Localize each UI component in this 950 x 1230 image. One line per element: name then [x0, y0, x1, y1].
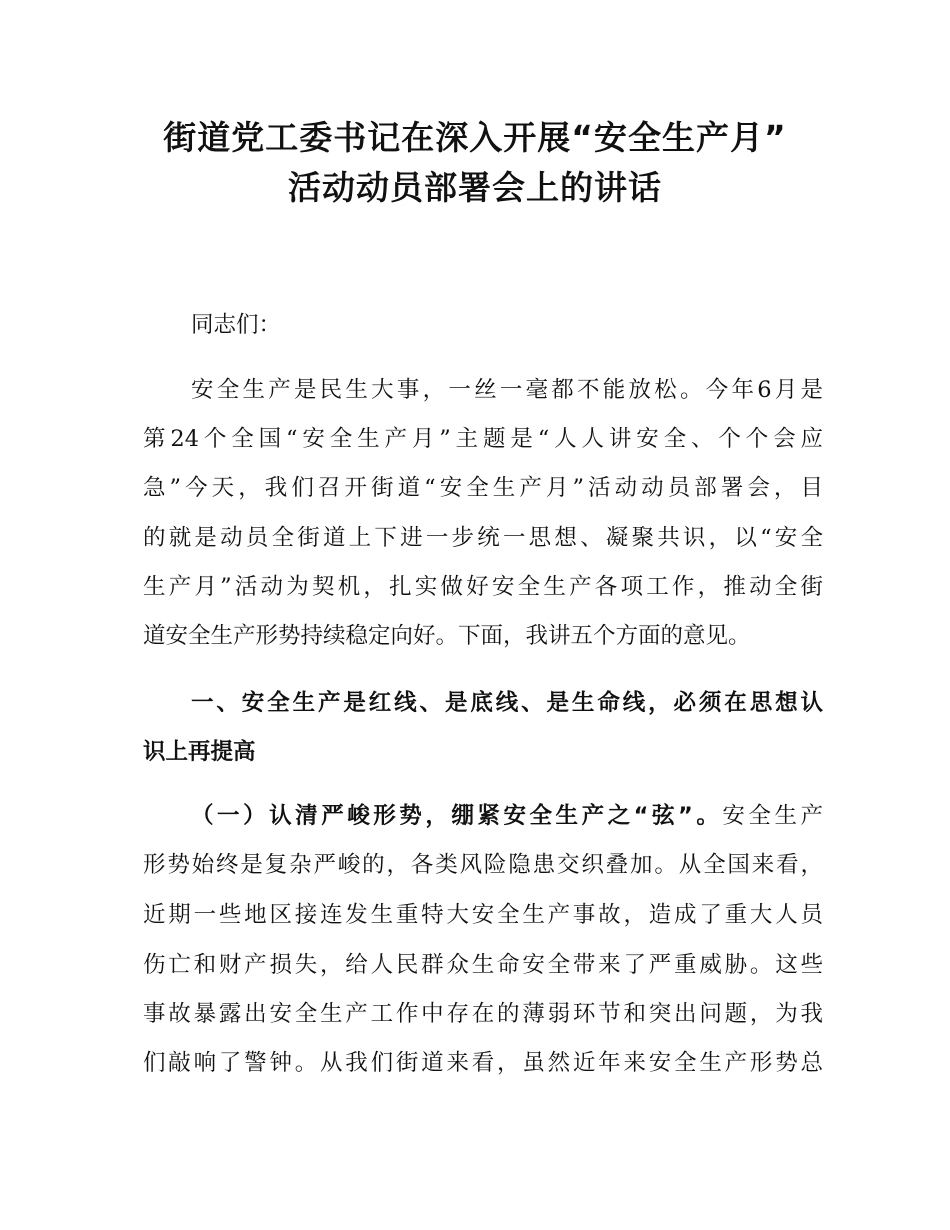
intro-line-4: 的就是动员全街道上下进一步统一思想、凝聚共识，以“安全	[143, 525, 823, 551]
subsection-1-line-4: 伤亡和财产损失，给人民群众生命安全带来了严重威胁。这些	[143, 952, 823, 978]
document-title-line-2: 活动动员部署会上的讲话	[288, 168, 662, 207]
subsection-1-first-line	[191, 791, 823, 841]
intro-line-5: 生产月”活动为契机，扎实做好安全生产各项工作，推动全街	[143, 574, 823, 600]
subsection-1-line-5: 事故暴露出安全生产工作中存在的薄弱环节和突出问题，为我	[143, 1001, 823, 1027]
intro-line-2: 第24个全国“安全生产月”主题是“人人讲安全、个个会应	[143, 426, 823, 452]
section-1-heading-line-2: 识上再提高	[143, 739, 256, 765]
subsection-1-line-6: 们敲响了警钟。从我们街道来看，虽然近年来安全生产形势总	[143, 1050, 823, 1076]
intro-line-6: 道安全生产形势持续稳定向好。下面，我讲五个方面的意见。	[143, 623, 751, 649]
subsection-1-line-3: 近期一些地区接连发生重特大安全生产事故，造成了重大人员	[143, 902, 823, 928]
salutation: 同志们：	[191, 312, 282, 338]
subsection-1-first-line-rest: 安全生产	[722, 803, 823, 829]
document-title-line-1: 街道党工委书记在深入开展“安全生产月”	[163, 118, 787, 157]
subsection-1-line-2: 形势始终是复杂严峻的，各类风险隐患交织叠加。从全国来看，	[143, 852, 823, 878]
section-1-heading-line-1: 一、安全生产是红线、是底线、是生命线，必须在思想认	[191, 690, 823, 716]
intro-line-3: 急”今天，我们召开街道“安全生产月”活动动员部署会，目	[143, 475, 823, 501]
intro-line-1: 安全生产是民生大事，一丝一毫都不能放松。今年6月是	[191, 377, 823, 403]
subsection-1-heading: （一）认清严峻形势，绷紧安全生产之“弦”。	[191, 803, 723, 829]
